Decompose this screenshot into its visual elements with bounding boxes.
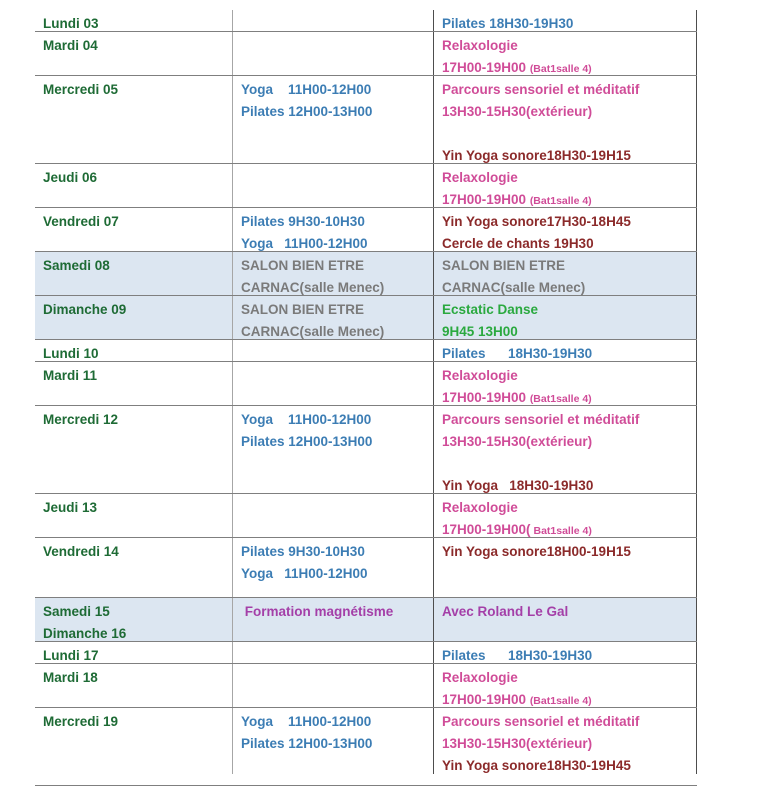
activity-text: 13H30-15H30(extérieur) xyxy=(442,104,593,119)
table-row xyxy=(35,598,697,642)
evening-cell xyxy=(434,10,697,31)
day-label: Lundi 03 xyxy=(43,16,99,31)
activity-text: Yin Yoga sonore17H30-18H45 xyxy=(442,214,631,229)
day-cell xyxy=(35,296,232,339)
day-cell xyxy=(35,76,232,163)
day-cell xyxy=(35,32,232,75)
activity-text: Avec Roland Le Gal xyxy=(442,604,569,619)
room-note: (Bat1salle 4) xyxy=(529,63,592,75)
table-row xyxy=(35,10,697,32)
evening-cell xyxy=(434,296,697,339)
day-label: Mercredi 19 xyxy=(43,714,119,729)
day-cell xyxy=(35,362,232,405)
activity-text: 17H00-19H00 xyxy=(442,390,530,405)
activity-line xyxy=(442,79,696,101)
activity-line xyxy=(241,255,433,277)
activity-line xyxy=(442,365,696,387)
activity-line xyxy=(241,79,433,101)
activity-text: CARNAC(salle Menec) xyxy=(241,280,385,295)
room-note: (Bat1salle 4) xyxy=(529,695,592,707)
evening-cell xyxy=(434,76,697,163)
evening-cell xyxy=(434,598,697,641)
day-label: Dimanche 09 xyxy=(43,302,127,317)
day-cell xyxy=(35,598,232,641)
evening-cell xyxy=(434,208,697,251)
activity-line xyxy=(241,711,433,733)
activity-text: 17H00-19H00 xyxy=(442,692,530,707)
activity-line xyxy=(442,601,696,623)
activity-text: Pilates 12H00-13H00 xyxy=(241,104,373,119)
evening-cell xyxy=(434,164,697,207)
morning-cell xyxy=(232,642,434,663)
evening-cell xyxy=(434,340,697,361)
evening-cell xyxy=(434,538,697,597)
day-label: Mardi 04 xyxy=(43,38,98,53)
activity-text: Yoga 11H00-12H00 xyxy=(241,412,372,427)
day-cell xyxy=(35,708,232,774)
activity-text: Pilates 18H30-19H30 xyxy=(442,346,593,361)
activity-text: 9H45 13H00 xyxy=(442,324,518,339)
morning-cell xyxy=(232,10,434,31)
table-row xyxy=(35,164,697,208)
activity-text: SALON BIEN ETRE xyxy=(241,302,365,317)
day-label: Mardi 11 xyxy=(43,368,98,383)
morning-cell xyxy=(232,362,434,405)
activity-text: 17H00-19H00( xyxy=(442,522,531,537)
activity-text: Yoga 11H00-12H00 xyxy=(241,82,372,97)
activity-line xyxy=(442,211,696,233)
activity-line xyxy=(442,167,696,189)
evening-cell xyxy=(434,406,697,493)
activity-line xyxy=(442,541,696,563)
activity-text: Yin Yoga 18H30-19H30 xyxy=(442,478,594,493)
activity-line xyxy=(442,255,696,277)
activity-line xyxy=(442,299,696,321)
table-row xyxy=(35,642,697,664)
activity-line xyxy=(241,101,433,123)
activity-text: 17H00-19H00 xyxy=(442,60,530,75)
morning-cell xyxy=(232,406,434,493)
activity-text: Parcours sensoriel et méditatif xyxy=(442,412,640,427)
morning-cell xyxy=(232,494,434,537)
morning-cell xyxy=(232,340,434,361)
day-label: Lundi 17 xyxy=(43,648,99,663)
table-row xyxy=(35,252,697,296)
day-cell xyxy=(35,10,232,31)
activity-line xyxy=(241,563,433,585)
morning-cell xyxy=(232,76,434,163)
evening-cell xyxy=(434,362,697,405)
activity-line xyxy=(241,541,433,563)
table-row xyxy=(35,32,697,76)
day-label: Mercredi 12 xyxy=(43,412,119,427)
table-row xyxy=(35,538,697,598)
evening-cell xyxy=(434,708,697,774)
spacer xyxy=(442,563,696,585)
table-row xyxy=(35,708,697,774)
morning-cell xyxy=(232,164,434,207)
activity-line xyxy=(442,667,696,689)
table-row xyxy=(35,76,697,164)
activity-text: Yoga 11H00-12H00 xyxy=(241,236,368,251)
day-label: Jeudi 13 xyxy=(43,500,98,515)
table-row xyxy=(35,340,697,362)
activity-line xyxy=(241,733,433,755)
activity-text: Yin Yoga sonore18H30-19H15 xyxy=(442,148,631,163)
activity-text: SALON BIEN ETRE xyxy=(442,258,566,273)
table-bottom-border xyxy=(35,785,697,786)
activity-text: Yin Yoga sonore18H30-19H45 xyxy=(442,758,631,773)
activity-text: 17H00-19H00 xyxy=(442,192,530,207)
morning-cell xyxy=(232,664,434,707)
activity-line xyxy=(241,431,433,453)
activity-text: Yoga 11H00-12H00 xyxy=(241,566,368,581)
activity-text: Pilates 9H30-10H30 xyxy=(241,544,365,559)
activity-text: Pilates 12H00-13H00 xyxy=(241,736,373,751)
activity-text: Pilates 18H30-19H30 xyxy=(442,16,574,31)
room-note: (Bat1salle 4) xyxy=(529,195,592,207)
activity-line xyxy=(442,35,696,57)
spacer xyxy=(442,453,696,475)
day-label: Jeudi 06 xyxy=(43,170,98,185)
table-row xyxy=(35,406,697,494)
activity-line xyxy=(442,711,696,733)
activity-text: Pilates 12H00-13H00 xyxy=(241,434,373,449)
activity-line xyxy=(442,431,696,453)
activity-line xyxy=(442,755,696,777)
activity-text: Pilates 18H30-19H30 xyxy=(442,648,593,663)
activity-text: Relaxologie xyxy=(442,170,518,185)
activity-text: 13H30-15H30(extérieur) xyxy=(442,736,593,751)
day-label: Mardi 18 xyxy=(43,670,98,685)
day-cell xyxy=(35,252,232,295)
day-cell xyxy=(35,494,232,537)
table-row xyxy=(35,208,697,252)
activity-text: Yin Yoga sonore18H00-19H15 xyxy=(442,544,631,559)
table-row xyxy=(35,664,697,708)
schedule-table xyxy=(35,10,697,774)
day-cell xyxy=(35,642,232,663)
day-cell xyxy=(35,164,232,207)
table-row xyxy=(35,494,697,538)
morning-cell xyxy=(232,296,434,339)
activity-text: Parcours sensoriel et méditatif xyxy=(442,714,640,729)
evening-cell xyxy=(434,664,697,707)
evening-cell xyxy=(434,252,697,295)
day-label: Mercredi 05 xyxy=(43,82,119,97)
activity-text: CARNAC(salle Menec) xyxy=(442,280,586,295)
activity-text: CARNAC(salle Menec) xyxy=(241,324,385,339)
day-label: Samedi 08 xyxy=(43,258,110,273)
room-note: (Bat1salle 4) xyxy=(529,393,592,405)
activity-line xyxy=(241,601,433,623)
room-note: Bat1salle 4) xyxy=(530,525,592,537)
morning-cell xyxy=(232,208,434,251)
activity-text: Relaxologie xyxy=(442,368,518,383)
activity-line xyxy=(442,733,696,755)
day-label: Lundi 10 xyxy=(43,346,99,361)
activity-text: Relaxologie xyxy=(442,38,518,53)
day-label: Samedi 15 xyxy=(43,604,110,619)
day-label: Vendredi 07 xyxy=(43,214,119,229)
activity-text: Ecstatic Danse xyxy=(442,302,539,317)
evening-cell xyxy=(434,494,697,537)
activity-text: Cercle de chants 19H30 xyxy=(442,236,594,251)
day-label: Vendredi 14 xyxy=(43,544,119,559)
morning-cell xyxy=(232,32,434,75)
day-cell xyxy=(35,208,232,251)
day-cell xyxy=(35,538,232,597)
activity-text: Pilates 9H30-10H30 xyxy=(241,214,365,229)
activity-text: Relaxologie xyxy=(442,500,518,515)
activity-line xyxy=(241,409,433,431)
activity-text: 13H30-15H30(extérieur) xyxy=(442,434,593,449)
morning-cell xyxy=(232,598,434,641)
table-row xyxy=(35,296,697,340)
day-cell xyxy=(35,406,232,493)
table-row xyxy=(35,362,697,406)
morning-cell xyxy=(232,708,434,774)
morning-cell xyxy=(232,252,434,295)
evening-cell xyxy=(434,642,697,663)
activity-line xyxy=(442,409,696,431)
activity-line xyxy=(442,101,696,123)
day-cell xyxy=(35,664,232,707)
day-label: Dimanche 16 xyxy=(43,626,127,641)
activity-text: Parcours sensoriel et méditatif xyxy=(442,82,640,97)
spacer xyxy=(442,123,696,145)
activity-text: Relaxologie xyxy=(442,670,518,685)
day-cell xyxy=(35,340,232,361)
activity-text: Yoga 11H00-12H00 xyxy=(241,714,372,729)
morning-cell xyxy=(232,538,434,597)
activity-line xyxy=(241,211,433,233)
activity-text: SALON BIEN ETRE xyxy=(241,258,365,273)
activity-line xyxy=(442,497,696,519)
activity-text: Formation magnétisme xyxy=(241,604,394,619)
activity-line xyxy=(241,299,433,321)
evening-cell xyxy=(434,32,697,75)
